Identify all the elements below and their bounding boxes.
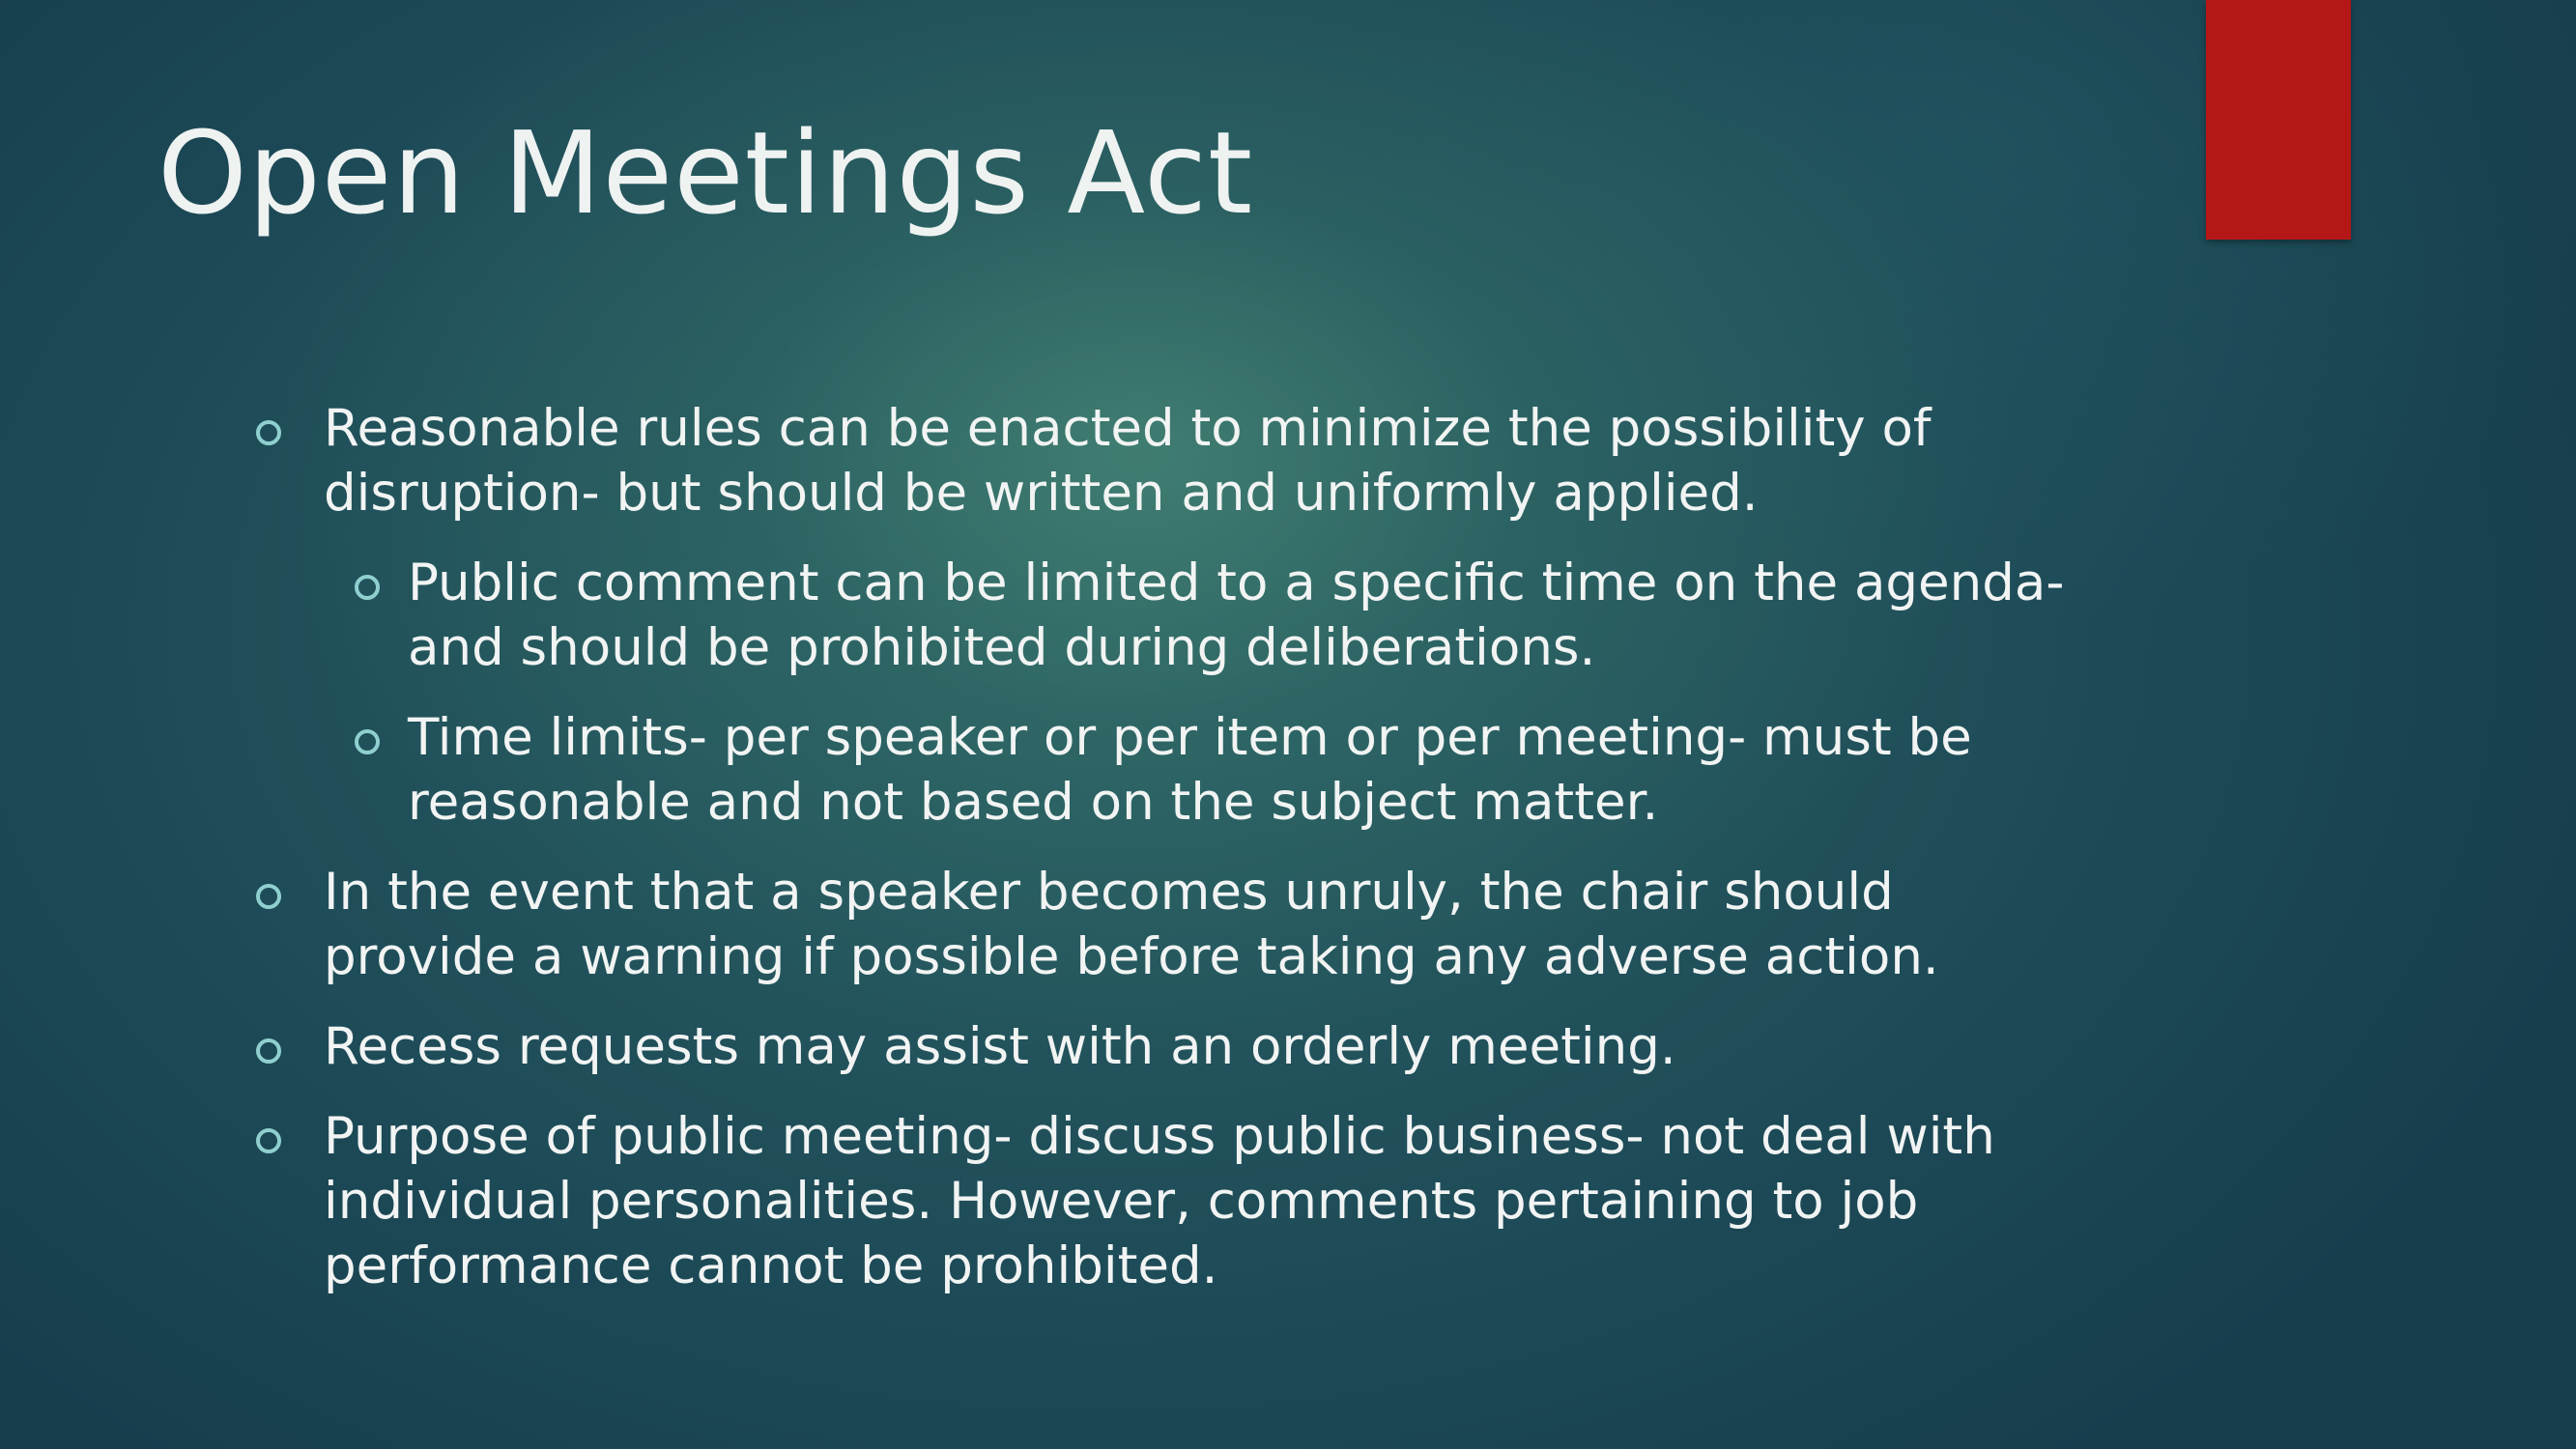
hollow-circle-icon — [256, 420, 281, 445]
bullet-text: Reasonable rules can be enacted to minimize the possibility of disruption- but should be written and uniformly applied. — [324, 399, 1932, 523]
slide-title: Open Meetings Act — [157, 106, 1254, 240]
slide-body — [253, 396, 2089, 1323]
bullet-item — [253, 396, 2089, 526]
hollow-circle-icon — [256, 1128, 281, 1153]
hollow-circle-icon — [355, 575, 380, 600]
bullet-text: Time limits- per speaker or per item or per meeting- must be reasonable and not based on the subject matter. — [408, 708, 1972, 832]
red-accent-bar — [2206, 0, 2351, 240]
hollow-circle-icon — [355, 729, 380, 754]
bullet-item — [253, 1014, 2089, 1079]
hollow-circle-icon — [256, 1038, 281, 1064]
bullet-text: Purpose of public meeting- discuss public business- not deal with individual personalities. However, comments pertaining to job performance cannot be prohibited. — [324, 1107, 1995, 1295]
bullet-list — [253, 396, 2089, 1298]
sub-bullet-item — [253, 705, 2089, 835]
bullet-text: Recess requests may assist with an orderly meeting. — [324, 1017, 1676, 1076]
sub-bullet-item — [253, 551, 2089, 680]
bullet-item — [253, 860, 2089, 989]
bullet-item — [253, 1104, 2089, 1298]
bullet-text: Public comment can be limited to a specific time on the agenda- and should be prohibited during deliberations. — [408, 554, 2065, 677]
bullet-text: In the event that a speaker becomes unruly, the chair should provide a warning if possible before taking any adverse action. — [324, 863, 1939, 986]
hollow-circle-icon — [256, 884, 281, 909]
